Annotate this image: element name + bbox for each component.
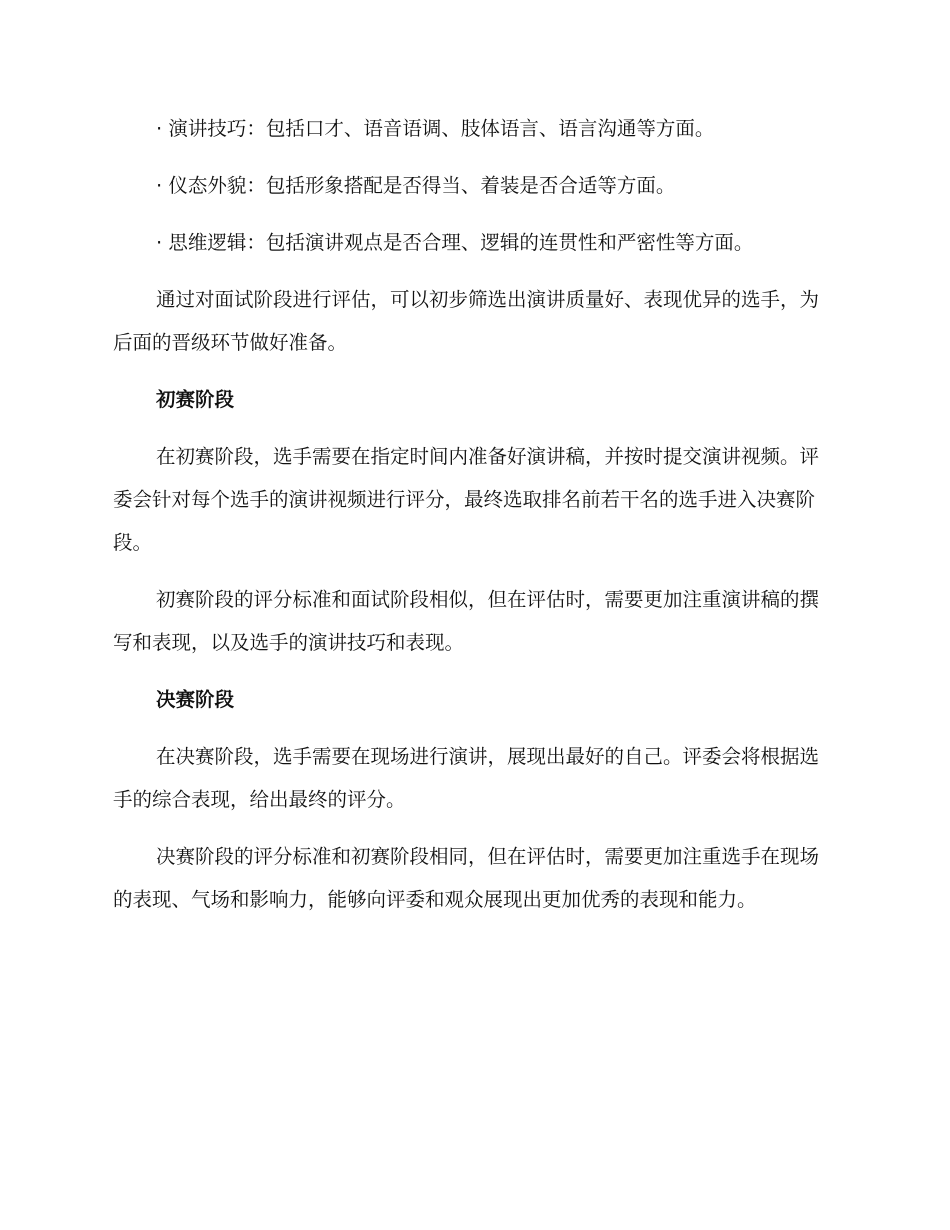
heading-final: 决赛阶段 (156, 688, 235, 711)
document-body (113, 107, 831, 935)
bullet-speech-skills: · 演讲技巧：包括口才、语音语调、肢体语言、语言沟通等方面。 (156, 117, 715, 140)
bullet-logic: · 思维逻辑：包括演讲观点是否合理、逻辑的连贯性和严密性等方面。 (156, 231, 754, 254)
final-paragraph-1: 在决赛阶段，选手需要在现场进行演讲，展现出最好的自己。评委会将根据选手的综合表现，给出最终的评分。 (113, 745, 820, 811)
intro-paragraph: 通过对面试阶段进行评估，可以初步筛选出演讲质量好、表现优异的选手，为后面的晋级环节做好准备。 (113, 288, 820, 354)
preliminary-paragraph-1: 在初赛阶段，选手需要在指定时间内准备好演讲稿，并按时提交演讲视频。评委会针对每个选手的演讲视频进行评分，最终选取排名前若干名的选手进入决赛阶段。 (113, 445, 820, 554)
preliminary-paragraph-2: 初赛阶段的评分标准和面试阶段相似，但在评估时，需要更加注重演讲稿的撰写和表现，以及选手的演讲技巧和表现。 (113, 588, 820, 654)
heading-preliminary: 初赛阶段 (156, 388, 235, 411)
final-paragraph-2: 决赛阶段的评分标准和初赛阶段相同，但在评估时，需要更加注重选手在现场的表现、气场和影响力，能够向评委和观众展现出更加优秀的表现和能力。 (113, 845, 820, 911)
bullet-appearance: · 仪态外貌：包括形象搭配是否得当、着装是否合适等方面。 (156, 174, 676, 197)
